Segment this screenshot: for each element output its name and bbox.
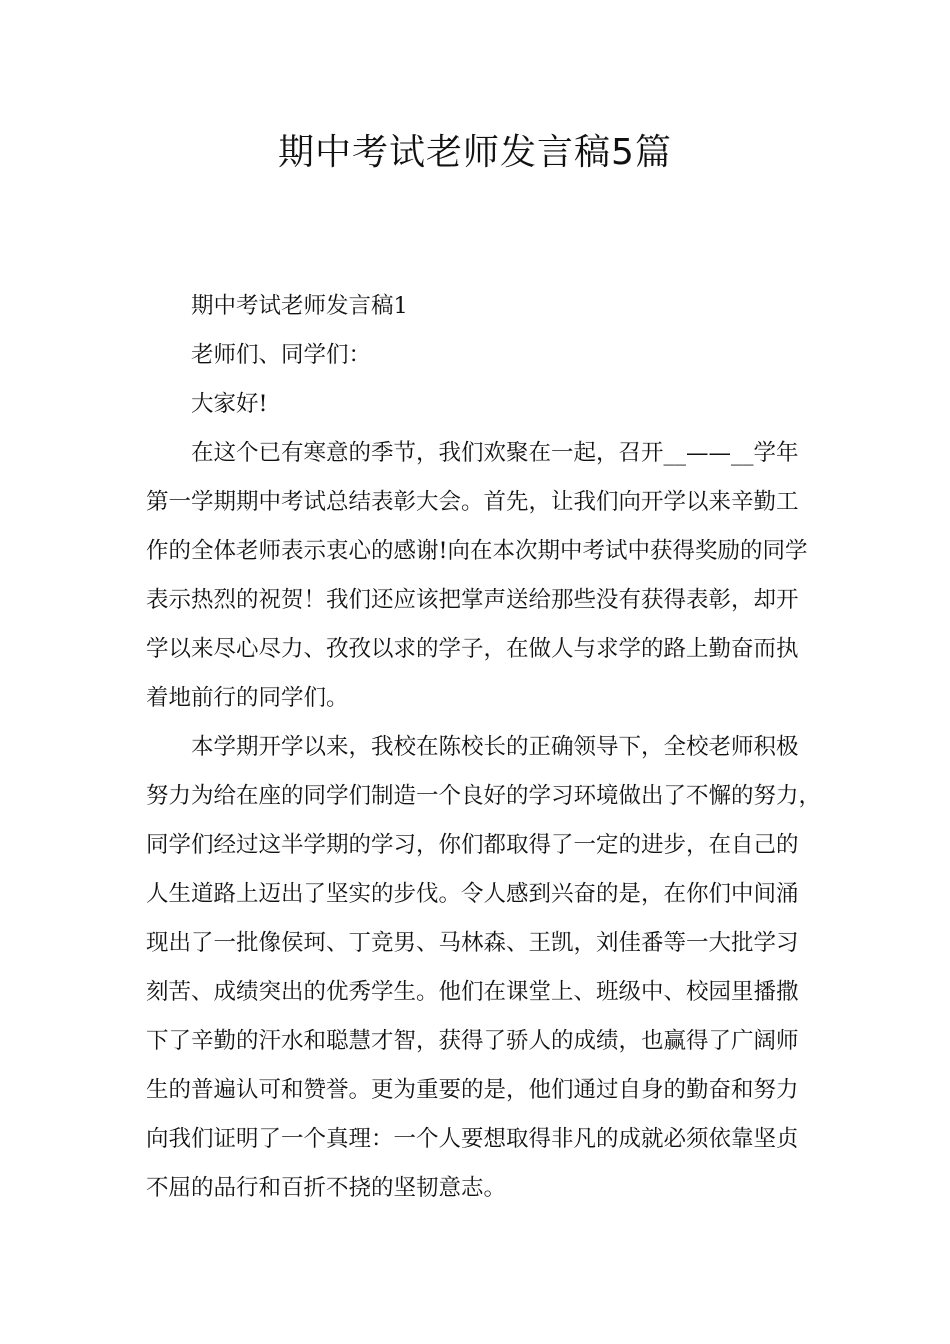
text-line: 第一学期期中考试总结表彰大会。首先，让我们向开学以来辛勤工 bbox=[146, 489, 799, 515]
section-heading: 期中考试老师发言稿1 bbox=[191, 293, 408, 319]
greeting: 老师们、同学们： bbox=[191, 342, 372, 368]
text-line: 努力为给在座的同学们制造一个良好的学习环境做出了不懈的努力， bbox=[146, 783, 822, 809]
text-line: 现出了一批像侯珂、丁竞男、马林森、王凯，刘佳番等一大批学习 bbox=[146, 930, 799, 956]
text-line: 下了辛勤的汗水和聪慧才智，获得了骄人的成绩，也赢得了广阔师 bbox=[146, 1028, 799, 1054]
paragraph-1 bbox=[146, 429, 816, 723]
text-line: 表示热烈的祝贺！我们还应该把掌声送给那些没有获得表彰，却开 bbox=[146, 587, 799, 613]
text-line: 刻苦、成绩突出的优秀学生。他们在课堂上、班级中、校园里播撒 bbox=[146, 979, 799, 1005]
text-line: 着地前行的同学们。 bbox=[146, 685, 349, 711]
text-line: 生的普遍认可和赞誉。更为重要的是，他们通过自身的勤奋和努力 bbox=[146, 1077, 799, 1103]
text-line: 作的全体老师表示衷心的感谢!向在本次期中考试中获得奖励的同学 bbox=[146, 538, 808, 564]
document-title: 期中考试老师发言稿5篇 bbox=[278, 132, 672, 173]
text-line: 学以来尽心尽力、孜孜以求的学子，在做人与求学的路上勤奋而执 bbox=[146, 636, 799, 662]
text-line: 不屈的品行和百折不挠的坚韧意志。 bbox=[146, 1175, 507, 1201]
text-line: 本学期开学以来，我校在陈校长的正确领导下，全校老师积极 bbox=[191, 734, 799, 760]
text-line: 在这个已有寒意的季节，我们欢聚在一起，召开__——__学年 bbox=[191, 440, 799, 466]
text-line: 向我们证明了一个真理：一个人要想取得非凡的成就必须依靠坚贞 bbox=[146, 1126, 799, 1152]
paragraph-2 bbox=[146, 723, 822, 1213]
salutation: 大家好! bbox=[191, 391, 268, 417]
text-line: 同学们经过这半学期的学习，你们都取得了一定的进步，在自己的 bbox=[146, 832, 799, 858]
text-line: 人生道路上迈出了坚实的步伐。令人感到兴奋的是，在你们中间涌 bbox=[146, 881, 799, 907]
document-body bbox=[146, 282, 822, 1213]
